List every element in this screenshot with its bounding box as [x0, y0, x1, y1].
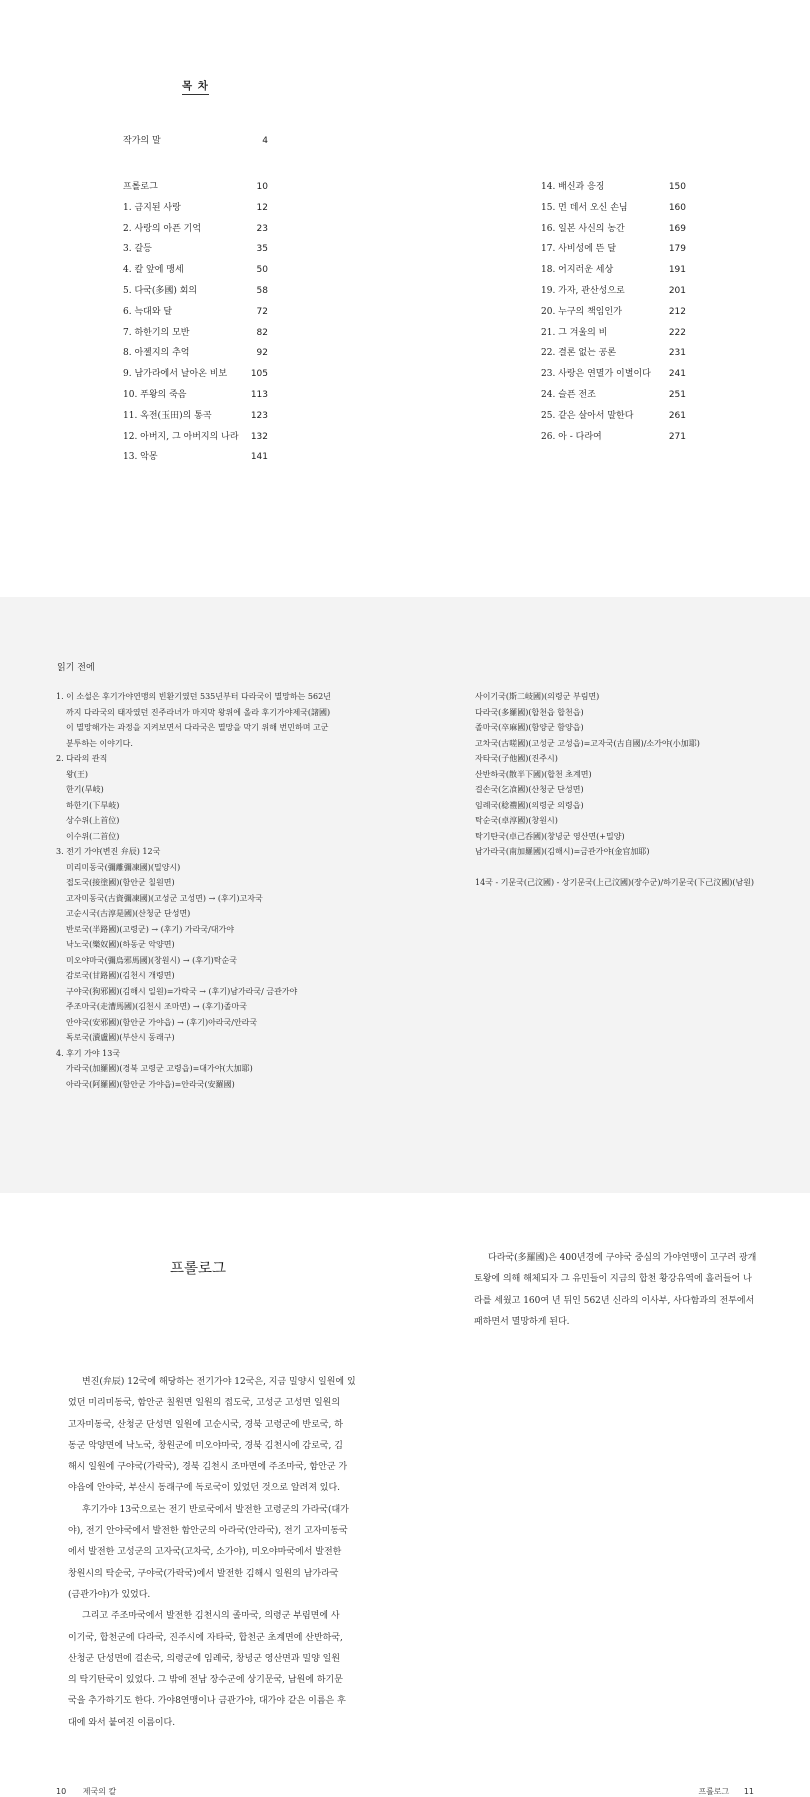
reading-note-line: 이수위(二首位): [66, 831, 120, 841]
reading-note-line: 이 멸망해가는 과정을 지켜보면서 다라국은 멸망을 막기 위해 번민하며 고군: [66, 723, 329, 732]
toc-entry[interactable]: [541, 242, 686, 256]
reading-note-line: 탁순국(卓淳國)(창원시): [475, 816, 558, 825]
reading-note-line: 고자미동국(古資彌凍國)(고성군 고성면) → (후기)고자국: [66, 893, 263, 903]
toc-entry[interactable]: [123, 263, 268, 277]
toc-entry-page: 251: [668, 390, 686, 400]
reading-note-line: 3. 전기 가야(변진 弁辰) 12국: [56, 847, 161, 856]
prologue-line: 대에 와서 붙여진 이름이다.: [68, 1717, 176, 1728]
toc-entry-title: 12. 아버지, 그 아버지의 나라: [123, 431, 239, 442]
reading-note-line: 왕(王): [66, 769, 88, 779]
toc-entry-page: 4: [262, 136, 268, 146]
prologue-line: 패하면서 멸망하게 된다.: [474, 1316, 570, 1327]
toc-entry-title: 26. 아 - 다라여: [541, 431, 602, 442]
toc-entry-title: 1. 금지된 사랑: [123, 202, 181, 213]
reading-note-line: 독로국(瀆盧國)(부산시 동래구): [66, 1033, 175, 1042]
toc-entry[interactable]: [541, 284, 686, 298]
toc-title: 목 차: [182, 78, 209, 95]
toc-entry-page: 201: [668, 286, 686, 296]
prologue-left-paragraph: [68, 1372, 356, 1734]
prologue-line: 의 탁기탄국이 있었다. 그 밖에 전남 장수군에 상기문국, 남원에 하기문: [68, 1675, 343, 1686]
toc-entry[interactable]: [123, 409, 268, 423]
toc-entry-page: 150: [668, 182, 686, 192]
reading-note-line: 상수위(上首位): [66, 816, 120, 825]
toc-entry[interactable]: [541, 263, 686, 277]
prologue-line: 후기가야 13국으로는 전기 반로국에서 발전한 고령군의 가라국(대가: [82, 1504, 349, 1515]
toc-entry-title: 6. 늑대와 달: [123, 306, 173, 317]
toc-entry-title: 4. 칼 앞에 맹세: [123, 265, 184, 276]
toc-entry[interactable]: [123, 242, 268, 256]
toc-entry-page: 160: [668, 202, 686, 213]
toc-entry[interactable]: [541, 180, 686, 194]
toc-entry-page: 222: [668, 327, 686, 338]
prologue-line: 에서 발전한 고성군의 고자국(고차국, 소가야), 미오야마국에서 발전한: [68, 1547, 342, 1558]
toc-entry-title: 14. 배신과 응징: [541, 182, 605, 192]
reading-note-line: 미오야마국(彌烏邪馬國)(창원시) → (후기)탁순국: [66, 955, 237, 965]
reading-note-line: 낙노국(樂奴國)(하동군 악양면): [66, 940, 175, 949]
toc-entry[interactable]: [541, 367, 686, 381]
prologue-line: 고자미동국, 산청군 단성면 일원에 고순시국, 경북 고령군에 반로국, 하: [68, 1419, 343, 1430]
reading-note-line: 임례국(稔禮國)(의령군 의령읍): [475, 800, 584, 810]
reading-note-line: 안야국(安邪國)(함안군 가야읍) → (후기)아라국/안라국: [66, 1017, 258, 1027]
reading-note-line: 반로국(半路國)(고령군) → (후기) 가라국/대가야: [66, 924, 234, 934]
prologue-line: 야읍에 안야국, 부산시 동래구에 독로국이 있었던 것으로 알려져 있다.: [68, 1483, 341, 1494]
toc-entry[interactable]: [123, 430, 268, 444]
toc-entry-page: 12: [256, 202, 268, 213]
toc-entry[interactable]: [123, 201, 268, 215]
toc-entry[interactable]: [541, 222, 686, 236]
toc-entry[interactable]: [123, 388, 268, 402]
reading-note-line: 까지 다라국의 태자였던 진주라녀가 마지막 왕위에 올라 후기가야제국(諸國): [66, 707, 331, 717]
reading-note-line: 사이기국(斯二岐國)(의령군 부림면): [475, 692, 600, 701]
toc-entry[interactable]: [541, 201, 686, 215]
toc-entry-title: 17. 사비성에 뜬 달: [541, 244, 617, 255]
reading-note-line: 분투하는 이야기다.: [66, 738, 133, 748]
reading-note-line: 한기(旱岐): [66, 785, 104, 794]
toc-entry-page: 169: [668, 223, 686, 234]
prologue-line: 이기국, 합천군에 다라국, 진주시에 자타국, 합천군 초계면에 산반하국,: [68, 1632, 343, 1643]
reading-note-line: 1. 이 소설은 후기가야연맹의 빈환기였던 535년부터 다라국이 멸망하는 562년: [56, 692, 331, 701]
reading-note-line: 걸손국(乞飡國)(산청군 단성면): [475, 785, 584, 794]
toc-entry-title: 23. 사랑은 연멸가 이별이다: [541, 369, 651, 380]
reading-note-line: 구야국(狗邪國)(김해시 일원)=가락국 → (후기)남가라국/ 금관가야: [66, 986, 298, 996]
toc-entry[interactable]: [541, 346, 686, 360]
toc-entry-page: 241: [668, 369, 686, 380]
reading-note-line: 산반하국(散半下國)(합천 초계면): [475, 769, 592, 779]
footer-section-title: 프롤로그: [698, 1787, 730, 1796]
toc-entry-title: 15. 먼 데서 오신 손님: [541, 202, 628, 213]
toc-entry-title: 8. 아젤지의 추억: [123, 348, 190, 359]
reading-note-line: 탁기탄국(卓己呑國)(창녕군 영산면(+밀양): [475, 831, 625, 841]
toc-entry[interactable]: [123, 346, 268, 360]
toc-entry-page: 191: [668, 265, 686, 276]
prologue-line: 변진(弁辰) 12국에 해당하는 전기가야 12국은, 지금 밀양시 일원에 있: [82, 1377, 356, 1387]
toc-entry-page: 50: [256, 265, 268, 276]
toc-entry-page: 58: [256, 286, 268, 296]
toc-entry-title: 16. 일본 사신의 농간: [541, 223, 625, 234]
toc-entry[interactable]: [123, 222, 268, 236]
toc-entry-page: 141: [250, 452, 268, 463]
reading-note-line: 졸마국(卒麻國)(함양군 함양읍): [475, 723, 584, 732]
toc-entry[interactable]: [123, 450, 268, 464]
toc-entry-title: 11. 옥전(玉田)의 통곡: [123, 410, 212, 421]
toc-entry-preface[interactable]: [123, 134, 268, 148]
reading-note-line: 자타국(子他國)(진주시): [475, 754, 558, 763]
toc-entry-page: 35: [256, 244, 268, 255]
toc-entry-page: 271: [668, 431, 686, 442]
toc-entry[interactable]: [541, 388, 686, 402]
toc-entry-title: 7. 하한기의 모반: [123, 327, 190, 338]
toc-entry-title: 18. 어지러운 세상: [541, 265, 614, 276]
footer-left: [56, 1786, 116, 1797]
toc-entry-title: 3. 갈등: [123, 244, 152, 255]
footer-right: [698, 1786, 754, 1797]
reading-note-line: 감로국(甘路國)(김천시 개령면): [66, 971, 175, 980]
reading-note-line: 다라국(多羅國)(합천읍 합천읍): [475, 707, 584, 717]
toc-entry-title: 10. 푸왕의 죽음: [123, 390, 187, 400]
prologue-line: 그리고 주조마국에서 발전한 김천시의 졸마국, 의령군 부림면에 사: [82, 1611, 340, 1622]
footer-left-page: 10: [56, 1787, 67, 1796]
reading-note-line: 미리미동국(彌離彌凍國)(밀양시): [66, 862, 181, 872]
toc-entry-title: 19. 가자, 관산성으로: [541, 286, 625, 296]
reading-note-line: 가라국(加羅國)(경북 고령군 고령읍)=대가야(大加耶): [66, 1064, 253, 1073]
prologue-line: (금관가야)가 있었다.: [68, 1589, 151, 1600]
toc-entry[interactable]: [541, 326, 686, 340]
toc-entry[interactable]: [541, 305, 686, 319]
toc-entry[interactable]: [123, 367, 268, 381]
toc-entry-title: 24. 슬픈 전조: [541, 390, 596, 400]
reading-note-line: 주조마국(走漕馬國)(김천시 조마면) → (후기)졸마국: [66, 1002, 247, 1011]
toc-entry-title: 작가의 말: [123, 136, 161, 146]
toc-entry-page: 261: [668, 410, 686, 421]
prologue-line: 라를 세웠고 160여 년 뒤인 562년 신라의 이사부, 사다함과의 전투에서: [474, 1295, 755, 1306]
reading-note-line: 고순시국(古淳是國)(산청군 단성면): [66, 909, 191, 918]
toc-entry-title: 5. 다국(多國) 회의: [123, 286, 198, 296]
reading-note-line: 고차국(古嗟國)(고성군 고성읍)=고자국(古自國)/소가야(小加耶): [475, 738, 700, 748]
prologue-line: 었던 미리미동국, 함안군 칠원면 일원의 접도국, 고성군 고성면 일원의: [68, 1398, 341, 1409]
prologue-right-paragraph: [474, 1248, 756, 1333]
toc-entry[interactable]: [541, 409, 686, 423]
toc-entry-page: 92: [256, 348, 268, 359]
toc-entry-title: 13. 악몽: [123, 452, 158, 463]
toc-entry-page: 179: [668, 244, 686, 255]
reading-note-line: 접도국(接塗國)(함안군 칠원면): [66, 878, 175, 887]
prologue-line: 산청군 단성면에 걸손국, 의령군에 임례국, 창녕군 영산면과 밀양 일원: [68, 1653, 341, 1664]
prologue-line: 토왕에 의해 해체되자 그 유민들이 지금의 합천 황강유역에 흘러들어 나: [474, 1274, 752, 1285]
reading-note-line: 2. 다라의 관직: [56, 754, 108, 763]
reading-note-line: 14국 - 기문국(己汶國) - 상기문국(上己汶國)(장수군)/하기문국(下己汶國)(남원): [475, 878, 755, 887]
toc-entry-title: 21. 그 겨울의 비: [541, 327, 608, 338]
prologue-line: 다라국(多羅國)은 400년경에 구야국 중심의 가야연맹이 고구려 광개: [488, 1253, 757, 1263]
toc-entry-title: 22. 결론 없는 공론: [541, 348, 617, 359]
toc-entry-page: 105: [250, 369, 268, 380]
prologue-line: 해시 일원에 구야국(가락국), 경북 김천시 조마면에 주조마국, 함안군 가: [68, 1462, 348, 1473]
toc-entry[interactable]: [123, 326, 268, 340]
reading-note-line: 아라국(阿羅國)(함안군 가야읍)=안라국(安羅國): [66, 1079, 235, 1089]
toc-entry[interactable]: [541, 430, 686, 444]
toc-entry-title: 25. 같은 살아서 말한다: [541, 410, 634, 421]
toc-entry-page: 72: [256, 306, 268, 317]
toc-entry-page: 132: [250, 431, 268, 442]
toc-entry-title: 프롤로그: [123, 182, 158, 192]
toc-entry-title: 2. 사랑의 아픈 기억: [123, 223, 202, 234]
toc-entry-page: 23: [256, 223, 268, 234]
prologue-line: 국을 추가하기도 한다. 가야8연맹이나 금관가야, 대가야 같은 이름은 후: [68, 1696, 346, 1707]
prologue-line: 창원시의 탁순국, 구야국(가락국)에서 발전한 김해시 일원의 남가라국: [68, 1568, 339, 1579]
toc-entry[interactable]: [123, 305, 268, 319]
footer-book-title: 제국의 칼: [82, 1787, 117, 1796]
toc-entry-page: 123: [250, 410, 268, 421]
reading-notes-title: 읽기 전에: [57, 663, 95, 673]
toc-entry-page: 231: [668, 348, 686, 359]
prologue-heading: 프롤로그: [170, 1261, 227, 1277]
reading-note-line: 하한기(下旱岐): [66, 800, 120, 810]
reading-note-line: 남가라국(南加羅國)(김해시)=금관가야(金官加耶): [475, 847, 650, 856]
toc-entry-page: 212: [668, 306, 686, 317]
footer-right-page: 11: [743, 1787, 754, 1796]
toc-entry[interactable]: [123, 180, 268, 194]
toc-entry-page: 10: [256, 182, 268, 192]
prologue-line: 야), 전기 안야국에서 발전한 함안군의 아라국(안라국), 전기 고자미동국: [68, 1526, 348, 1537]
reading-note-line: 4. 후기 가야 13국: [56, 1048, 121, 1058]
toc-entry-page: 113: [250, 390, 268, 400]
toc-entry[interactable]: [123, 284, 268, 298]
toc-entry-page: 82: [256, 327, 268, 338]
prologue-line: 동군 악양면에 낙노국, 창원군에 미오야마국, 경북 김천시에 감로국, 김: [68, 1440, 343, 1451]
toc-entry-title: 9. 남가라에서 날아온 비보: [123, 369, 228, 380]
toc-entry-title: 20. 누구의 책임인가: [541, 306, 622, 317]
